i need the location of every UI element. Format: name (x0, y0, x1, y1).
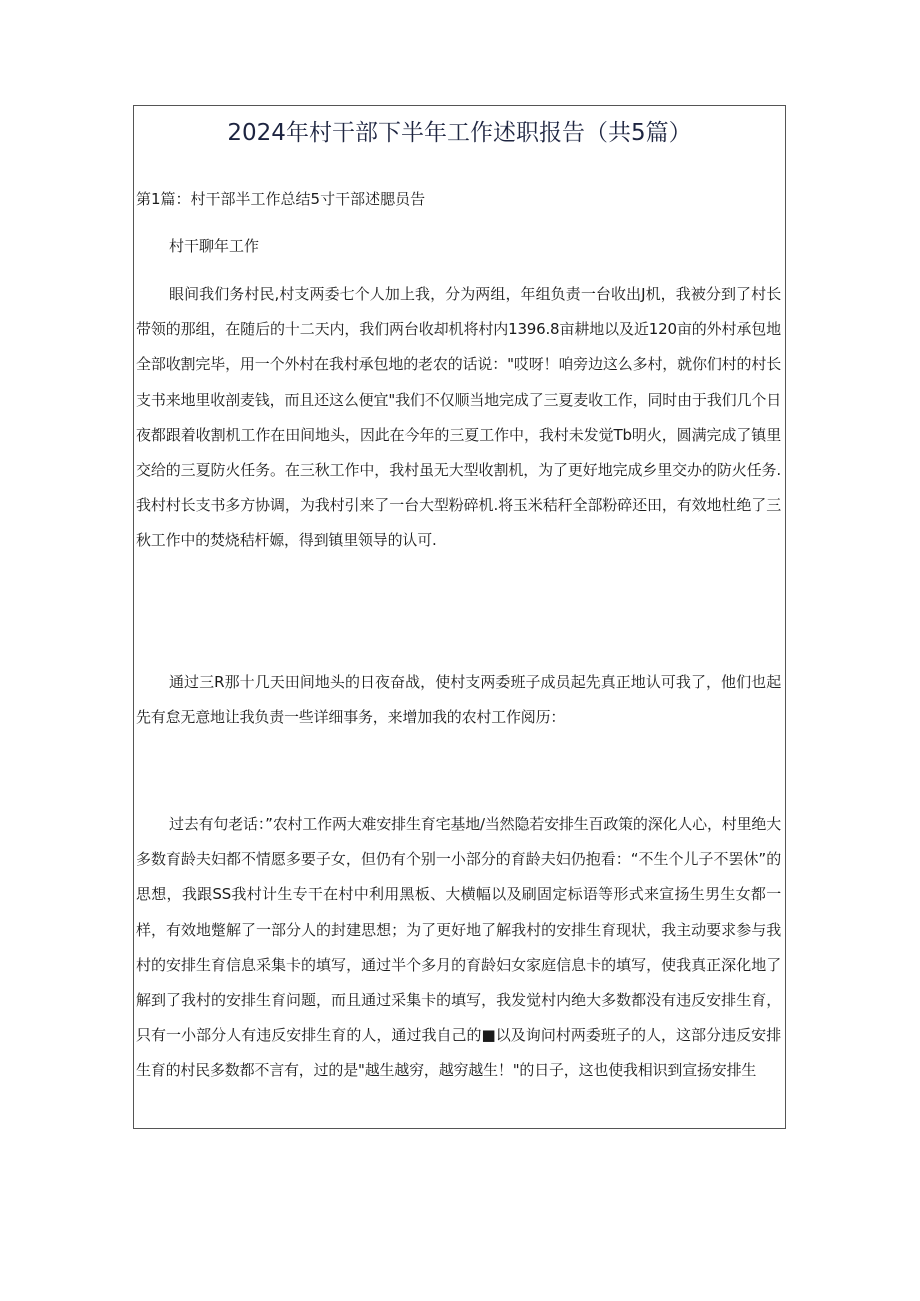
paragraph: 过去有句老话：”农村工作两大难安排生育宅基地∕当然隐若安排生百政策的深化人心，村里绝大多数育龄夫妇都不情愿多要子女，但仍有个别一小部分的育龄夫妇仍抱看：“不生个儿子不罢休”的思想，我跟SS我村计生专干在村中利用黑板、大横幅以及刷固定标语等形式来宣扬生男生女都一样，有效地蹩解了一部分人的封建思想；为了更好地了解我村的安排生育现状，我主动要求参与我村的安排生育信息采集卡的填写，通过半个多月的育龄妇女家庭信息卡的填写，使我真正深化地了解到了我村的安排生育问题，而且通过采集卡的填写，我发觉村内绝大多数都没有违反安排生育，只有一小部分人有违反安排生育的人，通过我自己的■以及询问村两委班子的人，这部分违反安排生育的村民多数都不言有，过的是"越生越穷，越穷越生！"的日子，这也使我相识到宣扬安排生 (136, 815, 781, 1080)
paragraph: 通过三R那十几天田间地头的日夜奋战，使村支两委班子成员起先真正地认可我了，他们也起先有怠无意地让我负责一些详细事务，来增加我的农村工作阅历： (136, 673, 781, 727)
section-heading: 第1篇：村干部半工作总结5寸干部述腮员告 (136, 190, 426, 208)
paragraph: 眼间我们务村民,村支两委七个人加上我，分为两组，年组负责一台收出J机，我被分到了村长带领的那组，在随后的十二天内，我们两台收却机将村内1396.8亩耕地以及近120亩的外村承包地全部收割完毕，用一个外村在我村承包地的老农的话说："哎呀！咱旁边这么多村，就你们村的村长支书来地里收剖麦钱，而且还这么便宜"我们不仅顺当地完成了三夏麦收工作，同时由于我们几个日夜都跟着收割机工作在田间地头，因此在今年的三夏工作中，我村未发觉Tb明火，圆满完成了镇里交给的三夏防火任务。在三秋工作中，我村虽无大型收割机，为了更好地完成乡里交办的防火任务.我村村长支书多方协调，为我村引来了一台大型粉碎机.将玉米秸秆全部粉碎还田，有效地杜绝了三秋工作中的焚烧秸杆嫄，得到镇里领导的认可. (136, 285, 781, 550)
sub-heading: 村干聊年工作 (169, 237, 260, 255)
document-title: 2024年村干部下半年工作述职报告（共5篇） (227, 120, 692, 146)
document-page (133, 105, 786, 1129)
